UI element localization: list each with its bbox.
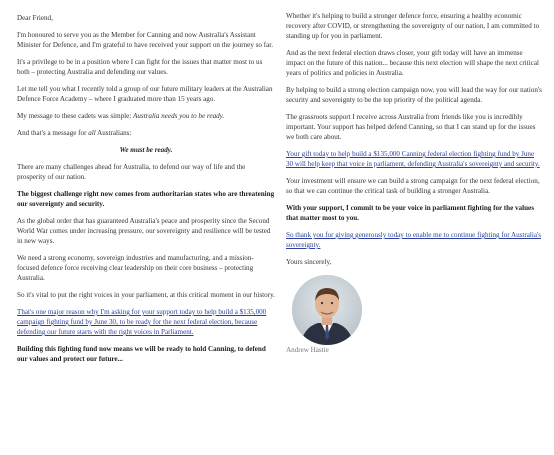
paragraph-gift-link [286,149,542,169]
must-be-ready-text: We must be ready. [119,146,173,154]
paragraph-commit-voice [286,203,542,223]
all-suffix: Australians: [95,129,132,137]
greeting: Dear Friend, [17,14,53,22]
paragraph-economy: We need a strong economy, sovereign industries and manufacturing, and a mission-focused defence force receiving clear leadership on their core business – protecting Australia. [17,254,254,282]
paragraph-must-be-ready [17,145,275,155]
message-prefix: My message to these cadets was simple: [17,112,134,120]
paragraph-election: And as the next federal election draws closer, your gift today will have an immense impact on the future of this nation... because this next election will shape the next critical years of politics and policies in Australia. [286,49,539,77]
paragraph-thank-you-link [286,230,542,250]
paragraph-intro: I'm honoured to serve you as the Member for Canning and now Australia's Assistant Minister for Defence, and I'm grateful to have received your support on the journey so far. [17,31,273,49]
paragraph-fighting-fund [17,344,275,364]
portrait-image [292,275,362,345]
paragraph-global-order: As the global order that has guaranteed Australia's peace and prosperity since the Second World War comes under increasing pressure, our sovereignty and resilience will be tested in new ways. [17,217,271,245]
gift-fund-link[interactable]: Your gift today to help build a $135,000 Canning federal election fighting fund by June 30 will help keep that voice in parliament, defending Australia's sovereignty and security. [286,150,540,168]
paragraph-biggest-challenge [17,189,275,209]
letter-right-column [286,0,542,355]
paragraph-right-voices: So it's vital to put the right voices in your parliament, at this critical moment in our history. [17,291,275,299]
paragraph-challenges: There are many challenges ahead for Australia, to defend our way of life and the prosperity of our nation. [17,163,246,181]
all-italic: all [88,129,96,137]
closing: Yours sincerely, [286,258,332,266]
paragraph-campaign: By helping to build a strong election campaign now, you will lead the way for our nation's security and sovereignty to be the top priority of the political agenda. [286,86,542,104]
all-prefix: And that's a message for [17,129,89,137]
biggest-challenge-text: The biggest challenge right now comes from authoritarian states who are threatening our sovereignty and security. [17,190,275,208]
message-italic: Australia needs you to be ready. [133,112,225,120]
paragraph-message [17,111,275,121]
letter-left-column [17,0,275,364]
paragraph-all-australians [17,128,275,138]
paragraph-support-link [17,307,275,337]
thank-you-link[interactable]: So thank you for giving generously today to enable me to continue fighting for Australia's sovereignty. [286,231,542,249]
paragraph-commitment: Whether it's helping to build a stronger defence force, ensuring a healthy economic recovery after COVID, or strengthening the sovereignty of our nation, I am committed to standing up for you in parliament. [286,12,540,40]
paragraph-investment: Your investment will ensure we can build a strong campaign for the next federal election, so that we can continue the critical task of building a stronger Australia. [286,177,540,195]
signature-name: Andrew Hastie [286,346,329,354]
paragraph-adfa: Let me tell you what I recently told a group of our future military leaders at the Australian Defence Force Academy – where I graduated more than 15 years ago. [17,85,273,103]
signature-photo [292,275,362,345]
campaign-fund-link[interactable]: That's one major reason why I'm asking for your support today to help build a $135,000 campaign fighting fund by June 30, to be ready for the next federal election, because defending our future starts with the right voices in Parliament. [17,308,267,336]
fighting-fund-text: Building this fighting fund now means we will be ready to hold Canning, to defend our values and protect our future... [17,345,266,363]
paragraph-grassroots: The grassroots support I receive across Australia from friends like you is incredibly important. Your support has helped defend Canning, so that I can stand up for the issues we both care about. [286,113,536,141]
commit-voice-text: With your support, I commit to be your voice in parliament fighting for the values that matter most to you. [286,204,534,222]
paragraph-privilege: It's a privilege to be in a position where I can fight for the issues that matter most to us both – protecting Australia and defending our values. [17,58,263,76]
